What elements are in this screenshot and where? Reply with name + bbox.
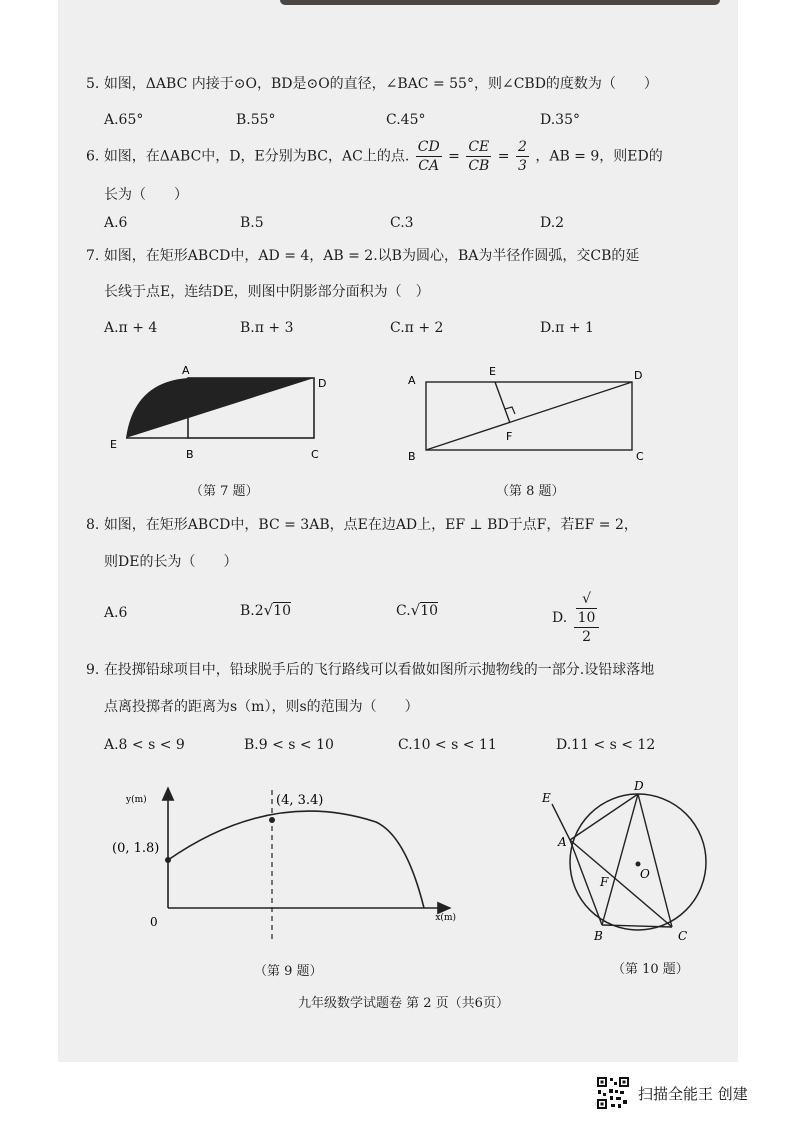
q8-option-d-fraction: √ 10 2 [574, 590, 600, 646]
fig9-caption: （第 9 题） [254, 964, 323, 979]
fig9-start-point-label: (0, 1.8) [112, 841, 160, 856]
fig10-chord-ac [570, 840, 672, 927]
fig8-label-d: D [634, 369, 643, 382]
fig9-y-label: y(m) [126, 795, 147, 805]
q5-option-b: B.55° [236, 112, 276, 128]
fig8-label-f: F [506, 430, 513, 443]
q9-text-a: 在投掷铅球项目中，铅球脱手后的飞行路线可以看做如图所示抛物线的一部分.设铅球落地 [103, 662, 655, 678]
fig10-label-b: B [594, 929, 603, 943]
q7-stem [86, 246, 639, 266]
q5-option-c: C.45° [386, 112, 426, 128]
q6-option-d: D.2 [540, 215, 565, 231]
q7-option-b: B.π + 3 [240, 320, 294, 336]
q7-number: 7. [86, 248, 100, 264]
page-footer: 九年级数学试题卷 第 2 页（共6页） [298, 996, 509, 1011]
fig9-x-label: x(m) [435, 913, 456, 923]
q6-option-c: C.3 [390, 215, 414, 231]
fig7-label-c: C [311, 448, 319, 461]
q6-text-b: ，AB = 9，则ED的 [535, 148, 663, 165]
q7-text-a: 如图，在矩形ABCD中，AD = 4，AB = 2.以B为圆心，BA为半径作圆弧，交CB的延 [103, 248, 640, 264]
qr-code-icon [596, 1076, 630, 1110]
q5-text: 如图，ΔABC 内接于⊙O，BD是⊙O的直径，∠BAC = 55°，则∠CBD的度数为（ ） [103, 76, 658, 92]
q5-option-a: A.65° [104, 112, 144, 128]
q6-fraction-2-3: $\frac{2}{3}$ [517, 139, 527, 174]
q7-option-c: C.π + 2 [390, 320, 444, 336]
q6-fraction-cd-ca: $\frac{CD}{CA}$ [417, 139, 440, 174]
q8-option-a: A.6 [104, 605, 128, 621]
figure-10 [530, 776, 720, 948]
q5-number: 5. [86, 76, 100, 92]
scanner-watermark-text: 扫描全能王 创建 [638, 1084, 748, 1103]
figure-8 [400, 362, 660, 466]
q9-option-d: D.11 < s < 12 [556, 737, 656, 753]
q6-text-a: 如图，在ΔABC中，D，E分别为BC，AC上的点. [103, 148, 410, 165]
q6-stem: 6. 如图，在ΔABC中，D，E分别为BC，AC上的点. $\frac{CD}{CA}$ = $\frac{CE}{CB}$ = $\frac{2}{3}$ ，AB = 9，则ED的 [86, 139, 663, 174]
scan-edge-band [280, 0, 720, 5]
q5-option-d: D.35° [540, 112, 580, 128]
fig8-segment-ef [495, 382, 510, 423]
q8-option-d: D. √ 10 2 [552, 590, 601, 646]
q9-option-b: B.9 < s < 10 [244, 737, 334, 753]
q9-number: 9. [86, 662, 100, 678]
q9-stem-cont: 点离投掷者的距离为s（m），则s的范围为（ ） [104, 699, 419, 715]
q8-option-b: B.2√10 [240, 601, 292, 619]
q9-stem [86, 660, 654, 680]
q9-option-c: C.10 < s < 11 [398, 737, 497, 753]
q6-number: 6. [86, 148, 100, 165]
fig8-label-b: B [408, 450, 416, 463]
fig10-label-o: O [640, 867, 650, 881]
q6-option-a: A.6 [104, 215, 128, 231]
q7-stem-cont: 长线于点E，连结DE，则图中阴影部分面积为（ ） [104, 284, 430, 300]
fig9-origin-label: 0 [150, 915, 158, 929]
fig8-label-e: E [489, 365, 496, 378]
fig9-parabola-curve [168, 811, 424, 908]
scanner-watermark [596, 1075, 748, 1111]
q9-option-a: A.8 < s < 9 [104, 737, 185, 753]
fig7-caption: （第 7 题） [190, 484, 259, 499]
fig8-caption: （第 8 题） [496, 484, 565, 499]
fig10-chord-dc [638, 794, 672, 927]
figure-7 [106, 362, 336, 466]
fig10-label-a: A [558, 835, 567, 849]
fig10-label-f: F [600, 875, 609, 889]
fig7-shaded-region [126, 378, 314, 438]
q8-stem-cont: 则DE的长为（ ） [104, 554, 238, 570]
fig10-center-dot [636, 862, 641, 867]
q6-fraction-ce-cb: $\frac{CE}{CB}$ [468, 139, 490, 174]
q8-number: 8. [86, 517, 100, 533]
q6-option-b: B.5 [240, 215, 264, 231]
fig10-label-d: D [634, 779, 644, 793]
fig9-vertex-point-label: (4, 3.4) [276, 793, 324, 808]
figure-9 [104, 780, 458, 948]
fig7-label-d: D [318, 377, 327, 390]
q7-option-a: A.π + 4 [104, 320, 158, 336]
fig10-caption: （第 10 题） [612, 962, 689, 977]
fig7-label-e: E [110, 438, 117, 451]
fig7-label-a: A [182, 364, 190, 377]
fig8-label-a: A [408, 374, 416, 387]
q8-option-c: C.√10 [396, 601, 439, 619]
fig9-start-dot [165, 857, 171, 863]
fig7-label-b: B [186, 448, 194, 461]
q8-stem [86, 515, 638, 535]
q8-text-a: 如图，在矩形ABCD中，BC = 3AB，点E在边AD上，EF ⊥ BD于点F，若EF = 2， [103, 517, 638, 533]
fig8-label-c: C [636, 450, 644, 463]
fig9-vertex-dot [269, 817, 275, 823]
q6-stem-cont: 长为（ ） [104, 187, 188, 203]
fig8-diagonal-bd [426, 382, 632, 450]
fig10-label-c: C [678, 929, 688, 943]
q5-stem [86, 74, 658, 94]
fig10-chord-bd [602, 794, 638, 925]
q7-option-d: D.π + 1 [540, 320, 594, 336]
fig10-label-e: E [542, 791, 551, 805]
